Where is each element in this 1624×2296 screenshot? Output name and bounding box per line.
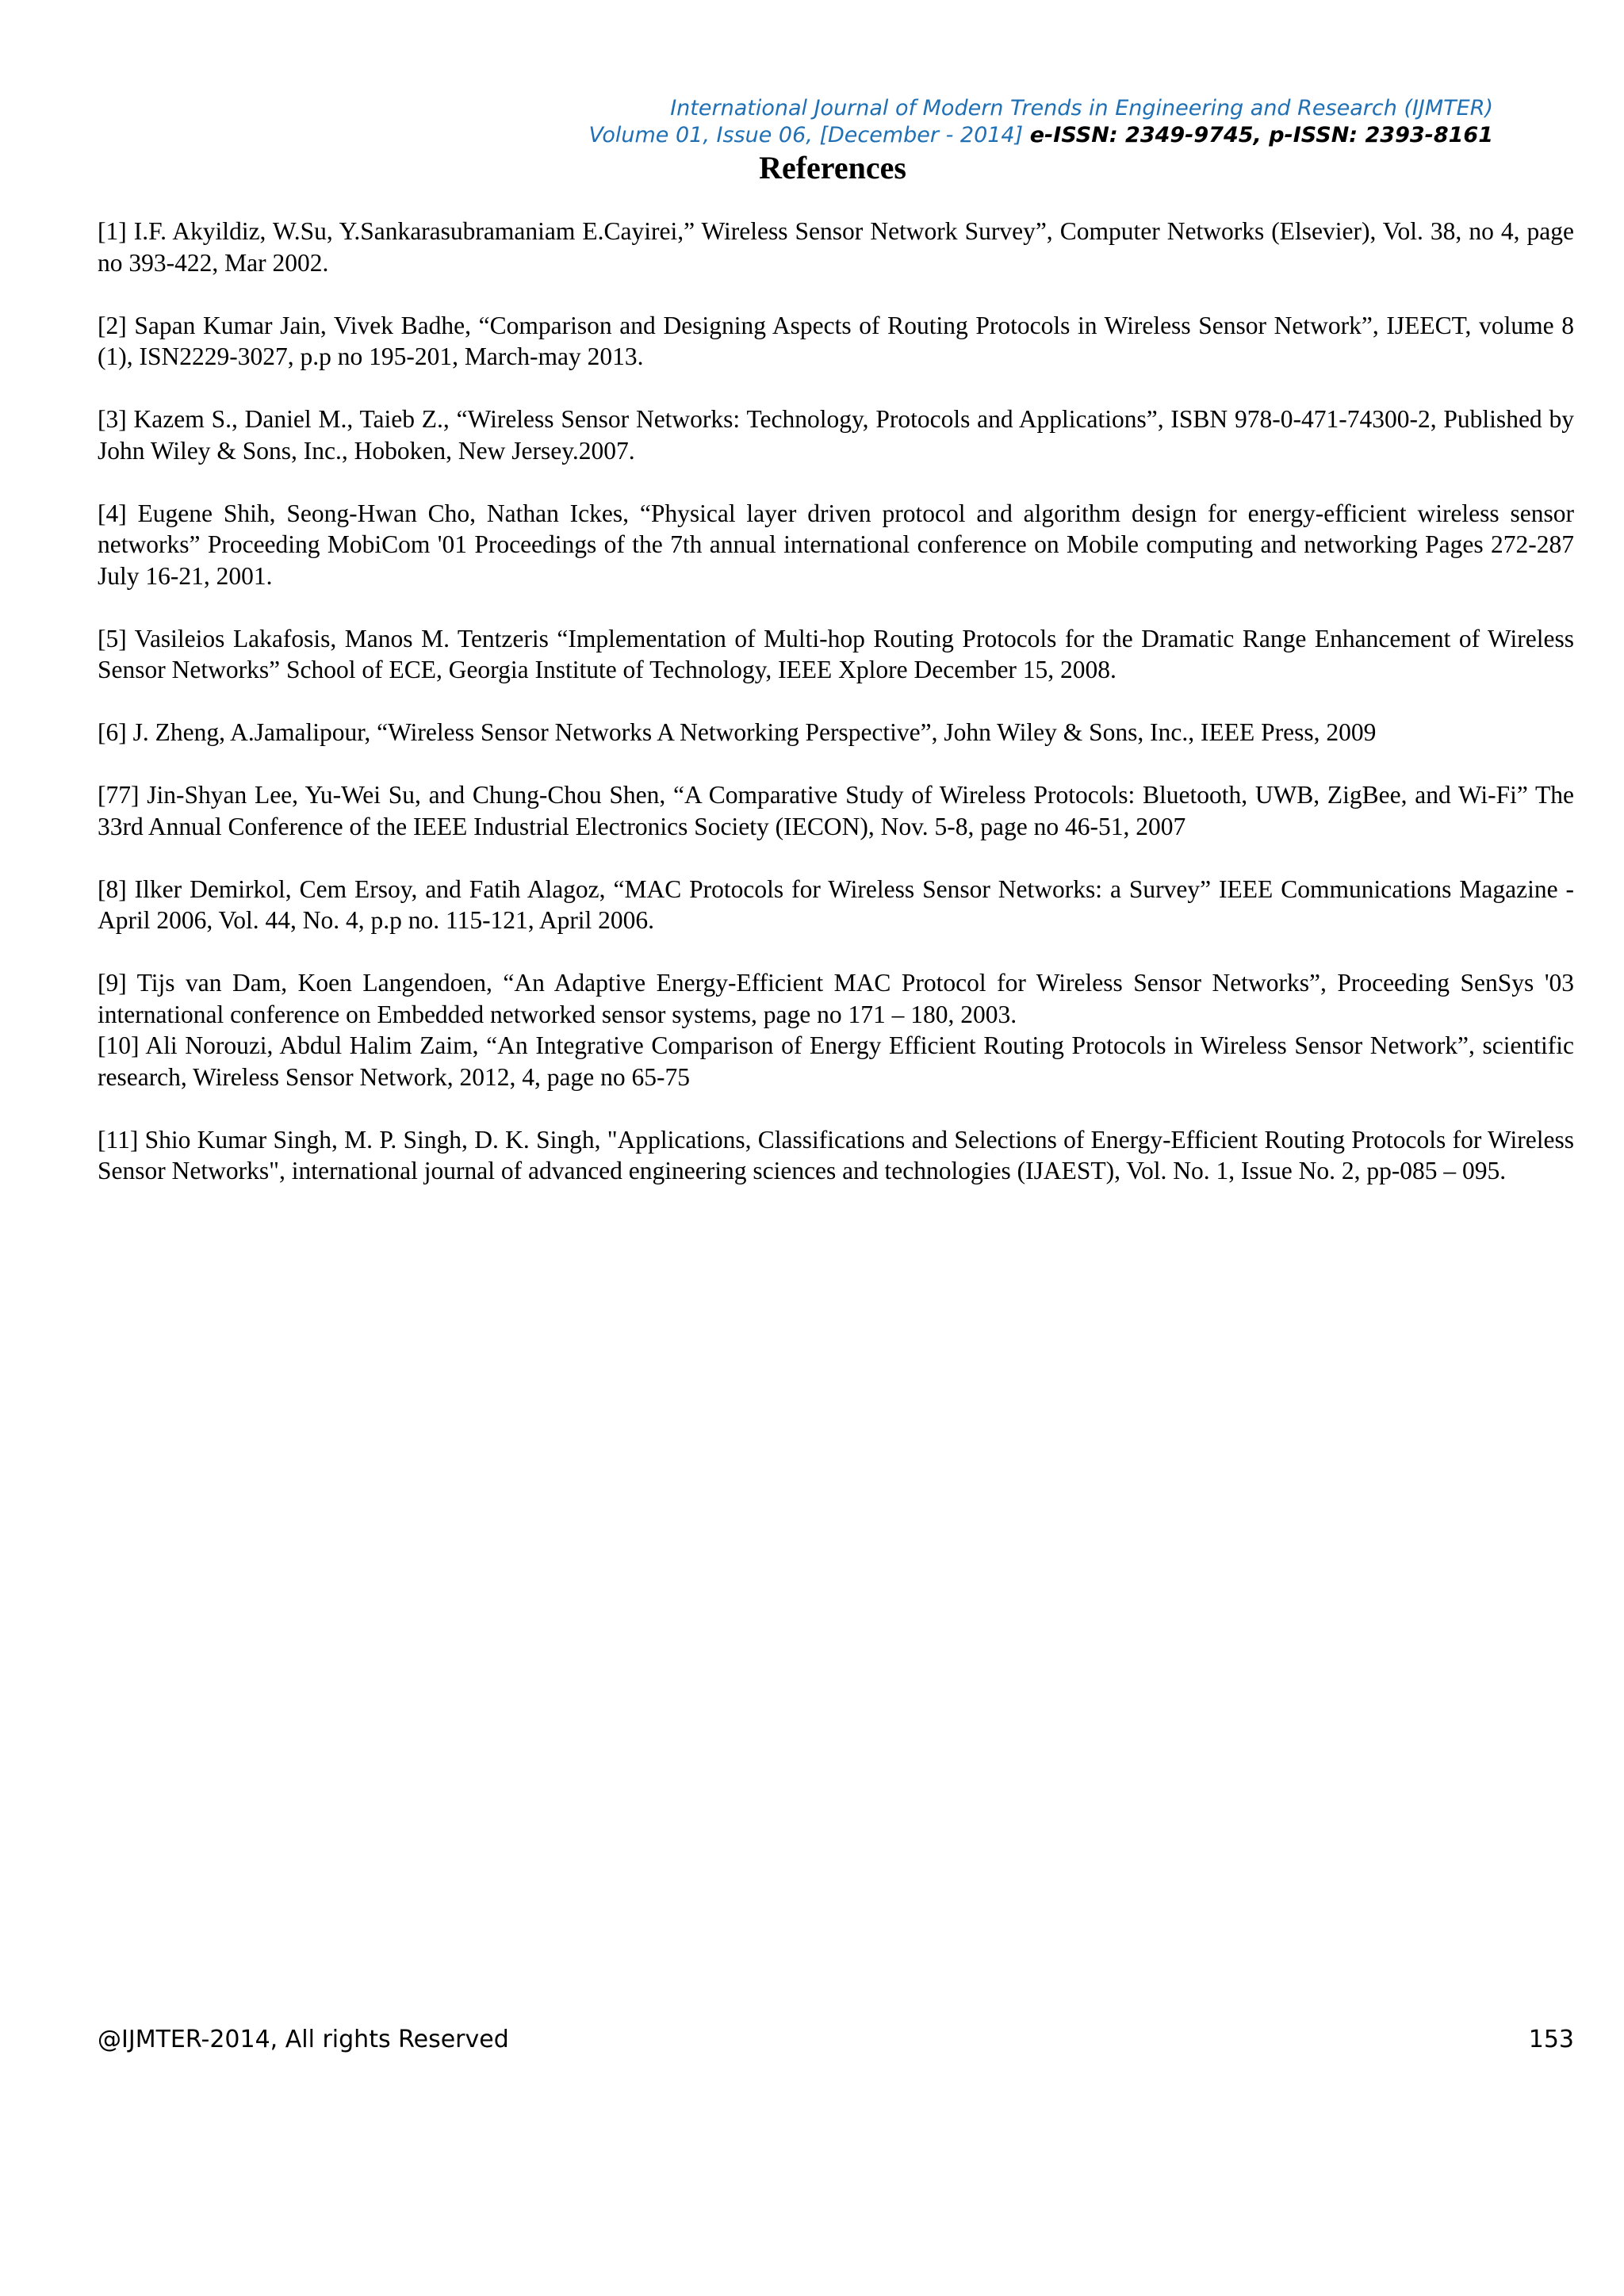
reference-item: [11] Shio Kumar Singh, M. P. Singh, D. K. Singh, "Applications, Classifications and Selections of Energy-Efficient Routing Protocols for Wireless Sensor Networks", international journal of advanced engineering sciences and technologies (IJAEST), Vol. No. 1, Issue No. 2, pp-085 – 095. [98,1125,1574,1184]
reference-item: [5] Vasileios Lakafosis, Manos M. Tentzeris “Implementation of Multi-hop Routing Protocols for the Dramatic Range Enhancement of Wireless Sensor Networks” School of ECE, Georgia Institute of Technology, IEEE Xplore December 15, 2008. [98,624,1574,683]
journal-issn: e-ISSN: 2349-9745, p-ISSN: 2393-8161 [1029,123,1493,147]
reference-list [98,216,1574,1218]
journal-header [588,95,1493,149]
reference-item: [2] Sapan Kumar Jain, Vivek Badhe, “Comparison and Designing Aspects of Routing Protocols in Wireless Sensor Network”, IJEECT, volume 8 (1), ISN2229-3027, p.p no 195-201, March-may 2013. [98,311,1574,370]
reference-item: [9] Tijs van Dam, Koen Langendoen, “An Adaptive Energy-Efficient MAC Protocol for Wireless Sensor Networks”, Proceeding SenSys '03 international conference on Embedded networked sensor systems, page no 171 – 180, 2003. [98,969,1574,1028]
journal-issue-line [588,122,1493,149]
reference-item: [8] Ilker Demirkol, Cem Ersoy, and Fatih Alagoz, “MAC Protocols for Wireless Sensor Networks: a Survey” IEEE Communications Magazine - April 2006, Vol. 44, No. 4, p.p no. 115-121, April 2006. [98,874,1574,934]
reference-item: [10] Ali Norouzi, Abdul Halim Zaim, “An Integrative Comparison of Energy Efficient Routing Protocols in Wireless Sensor Network”, scientific research, Wireless Sensor Network, 2012, 4, page no 65-75 [98,1031,1574,1091]
reference-item: [3] Kazem S., Daniel M., Taieb Z., “Wireless Sensor Networks: Technology, Protocols and Applications”, ISBN 978-0-471-74300-2, Published by John Wiley & Sons, Inc., Hoboken, New Jersey.2007. [98,405,1574,465]
reference-item: [1] I.F. Akyildiz, W.Su, Y.Sankarasubramaniam E.Cayirei,” Wireless Sensor Network Survey”, Computer Networks (Elsevier), Vol. 38, no 4, page no 393-422, Mar 2002. [98,217,1574,277]
footer-copyright: @IJMTER-2014, All rights Reserved [98,2026,509,2053]
journal-title: International Journal of Modern Trends in Engineering and Research (IJMTER) [670,96,1493,121]
footer-page-number: 153 [1528,2026,1574,2053]
reference-item: [77] Jin-Shyan Lee, Yu-Wei Su, and Chung-Chou Shen, “A Comparative Study of Wireless Protocols: Bluetooth, UWB, ZigBee, and Wi-Fi” The 33rd Annual Conference of the IEEE Industrial Electronics Society (IECON), Nov. 5-8, page no 46-51, 2007 [98,781,1574,840]
reference-item: [4] Eugene Shih, Seong-Hwan Cho, Nathan Ickes, “Physical layer driven protocol and algorithm design for energy-efficient wireless sensor networks” Proceeding MobiCom '01 Proceedings of the 7th annual international conference on Mobile computing and networking Pages 272-287 July 16-21, 2001. [98,499,1574,590]
section-title: References [759,150,906,186]
journal-volume: Volume 01, Issue 06, [December - 2014] [588,123,1024,147]
reference-item: [6] J. Zheng, A.Jamalipour, “Wireless Sensor Networks A Networking Perspective”, John Wiley & Sons, Inc., IEEE Press, 2009 [98,718,1377,746]
